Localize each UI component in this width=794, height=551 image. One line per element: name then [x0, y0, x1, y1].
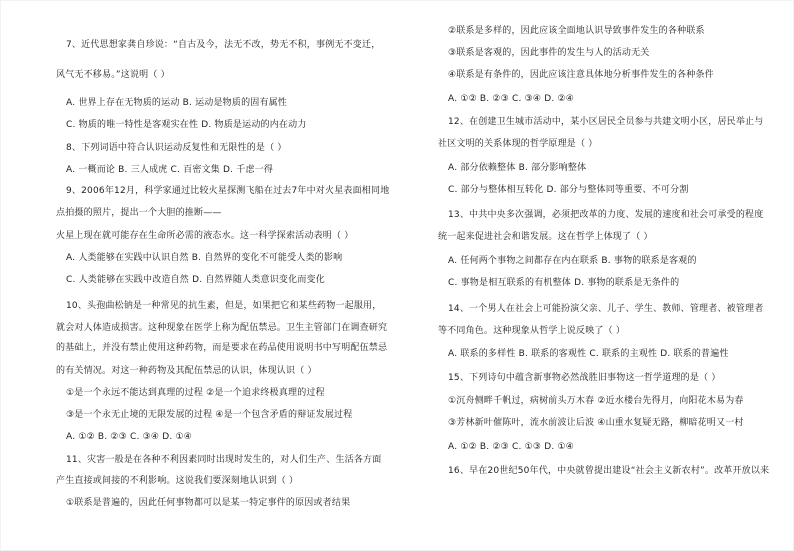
right-column-line: ①沉舟侧畔千帆过，病树前头万木春 ②近水楼台先得月，向阳花木易为春: [448, 396, 744, 406]
left-column-line: 点拍摄的照片，提出一个大胆的推断——: [56, 208, 222, 218]
left-column-line: C. 人类能够在实践中改造自然 D. 自然界随人类意识变化而变化: [66, 275, 325, 285]
right-column-line: ③联系是客观的，因此事件的发生与人的活动无关: [448, 48, 650, 58]
right-column-line: C. 事物是相互联系的有机整体 D. 事物的联系是无条件的: [448, 278, 680, 288]
right-column-line: A. 任何两个事物之间都存在内在联系 B. 事物的联系是客观的: [448, 256, 697, 266]
left-column-line: ①是一个永远不能达到真理的过程 ②是一个追求终极真理的过程: [66, 388, 325, 398]
left-column-line: ③是一个永无止境的无限发展的过程 ④是一个包含矛盾的辩证发展过程: [66, 410, 353, 420]
left-column-line: 产生直接或间接的不利影响。这说我们要深刻地认识到（ ）: [56, 476, 299, 486]
left-column-line: 风气无不移易。”这说明（ ）: [56, 70, 170, 80]
left-column-line: A. 一概而论 B. 三人成虎 C. 百密文集 D. 千虑一得: [66, 165, 274, 175]
left-column-line: 8、下列词语中符合认识运动反复性和无限性的是（ ）: [66, 143, 287, 153]
left-column-line: 11、灾害一般是在各种不利因素同时出现时发生的，对人们生产、生活各方面: [66, 455, 382, 465]
right-column-line: 14、一个男人在社会上可能扮演父亲、儿子、学生、教师、管理者、被管理者: [448, 304, 764, 314]
left-column-line: 10、头孢曲松钠是一种常见的抗生素，但是，如果把它和某些药物一起服用，: [66, 301, 382, 311]
right-column-line: A. ①② B. ②③ C. ③④ D. ②④: [448, 94, 575, 104]
right-column-line: 15、下列诗句中蕴含新事物必然战胜旧事物这一哲学道理的是（ ）: [448, 373, 721, 383]
left-column-line: 火星上现在就可能存在生命所必需的液态水。这一科学探索活动表明（ ）: [56, 231, 354, 241]
right-column-line: 社区文明的关系体现的哲学原理是（ ）: [438, 139, 598, 149]
right-column-line: C. 部分与整体相互转化 D. 部分与整体同等重要、不可分割: [448, 185, 689, 195]
left-column-line: A. ①② B. ②③ C. ③④ D. ①④: [66, 432, 193, 442]
left-column-line: 的基础上，并没有禁止使用这种药物，而是要求在药品使用说明书中写明配伍禁忌: [56, 343, 388, 353]
left-column-line: 9、2006年12月，科学家通过比较火星探测飞船在过去7年中对火星表面相同地: [66, 186, 390, 196]
left-column-line: 的有关情况。对这一种药物及其配伍禁忌的认识，体现认识（ ）: [56, 366, 317, 376]
right-column-line: 等不同角色。这种现象从哲学上说反映了（ ）: [438, 326, 626, 336]
left-column-line: 7、近代思想家龚自珍说：“自古及今，法无不改，势无不积，事例无不变迁，: [66, 40, 381, 50]
right-column-line: 统一起来促进社会和谐发展。这在哲学上体现了（ ）: [438, 232, 653, 242]
left-column-line: ①联系是普遍的，因此任何事物都可以是某一特定事件的原因或者结果: [66, 498, 351, 508]
right-column-line: A. 部分依赖整体 B. 部分影响整体: [448, 163, 587, 173]
right-column-line: ③芳林新叶催陈叶，流水前波让后波 ④山重水复疑无路，柳暗花明又一村: [448, 418, 744, 428]
left-column-line: A. 人类能够在实践中认识自然 B. 自然界的变化不可能受人类的影响: [66, 253, 343, 263]
left-column-line: C. 物质的唯一特性是客观实在性 D. 物质是运动的内在动力: [66, 120, 307, 130]
right-column-line: A. 联系的多样性 B. 联系的客观性 C. 联系的主观性 D. 联系的普遍性: [448, 349, 729, 359]
right-column-line: 12、在创建卫生城市活动中，某小区居民全员参与共建文明小区，居民举止与: [448, 117, 764, 127]
left-column-line: A. 世界上存在无物质的运动 B. 运动是物质的固有属性: [66, 98, 288, 108]
right-column-line: ④联系是有条件的，因此应该注意具体地分析事件发生的各种条件: [448, 70, 714, 80]
right-column-line: 13、中共中央多次强调，必须把改革的力度、发展的速度和社会可承受的程度: [448, 210, 764, 220]
right-column-line: A. ①② B. ②③ C. ①③ D. ①④: [448, 442, 575, 452]
right-column-line: ②联系是多样的，因此应该全面地认识导致事件发生的各种联系: [448, 26, 705, 36]
right-column-line: 16、早在20世纪50年代，中央就曾提出建设“社会主义新农村”。改革开放以来: [448, 466, 770, 476]
left-column-line: 就会对人体造成损害。这种现象在医学上称为配伍禁忌。卫生主管部门在调查研究: [56, 323, 388, 333]
